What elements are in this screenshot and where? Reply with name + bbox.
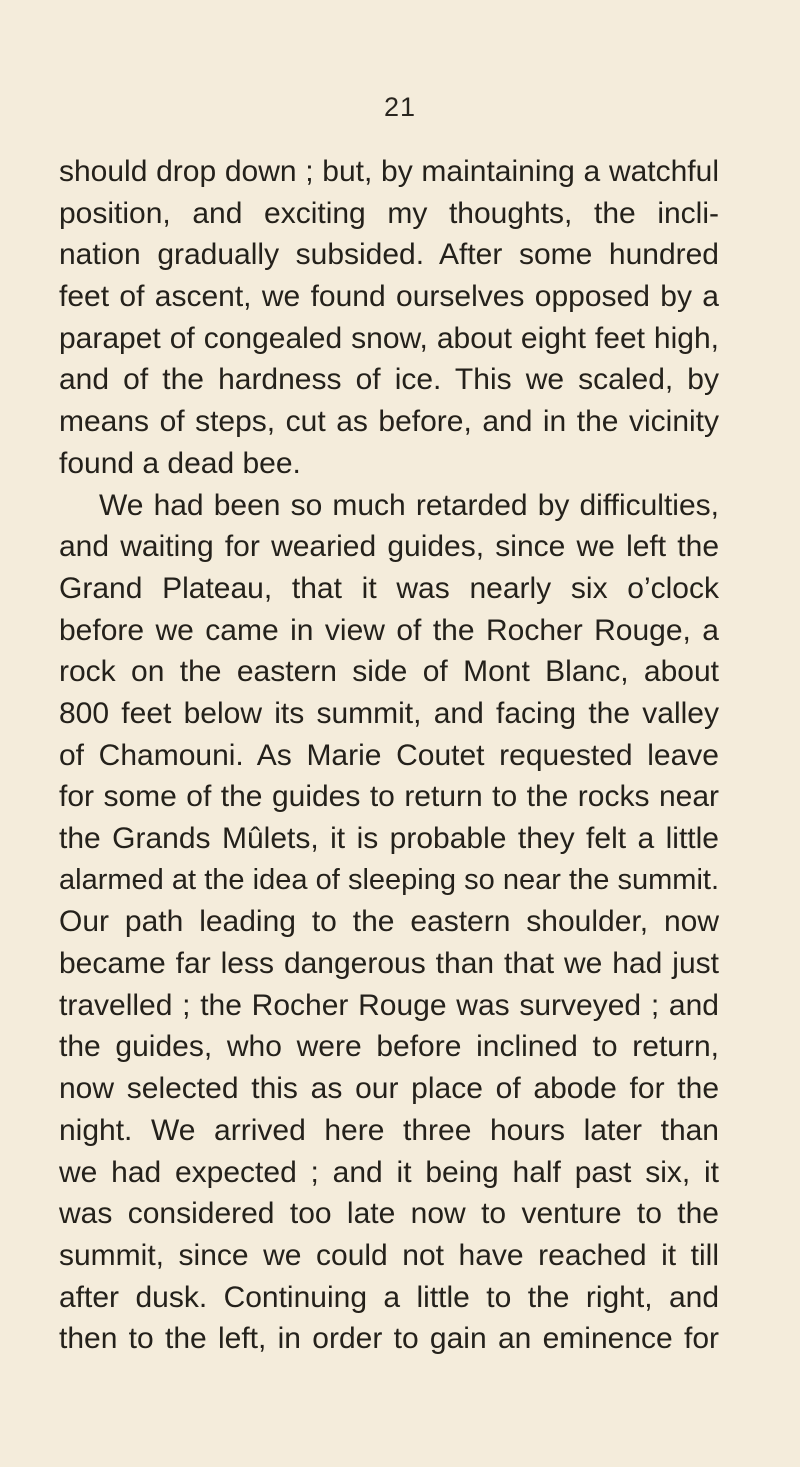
text-line: became far less dangerous than that we had just	[59, 947, 719, 981]
text-line: and of the hardness of ice. This we scaled, by	[59, 363, 719, 397]
text-line: we had expected ; and it being half past six, it	[59, 1155, 719, 1189]
text-line: We had been so much retarded by difficulties,	[99, 488, 719, 522]
text-line: rock on the eastern side of Mont Blanc, about	[59, 655, 719, 689]
text-line: should drop down ; but, by maintaining a watchful	[59, 155, 719, 188]
text-line: night. We arrived here three hours later than	[59, 1113, 719, 1147]
text-line: Grand Plateau, that it was nearly six o’clock	[59, 571, 719, 605]
text-line: nation gradually subsided. After some hundred	[59, 238, 719, 272]
text-line: travelled ; the Rocher Rouge was surveyed ; and	[59, 988, 719, 1022]
paragraph-2	[59, 485, 719, 1360]
text-line: was considered too late now to venture to the	[59, 1197, 719, 1231]
text-line: means of steps, cut as before, and in the vicinity	[59, 405, 719, 439]
page-number: 21	[383, 92, 417, 122]
text-line: after dusk. Continuing a little to the right, and	[59, 1280, 719, 1314]
text-line: alarmed at the idea of sleeping so near the summit.	[59, 863, 719, 896]
text-line: the Grands Mûlets, it is probable they felt a little	[59, 822, 719, 855]
text-line: and waiting for wearied guides, since we left the	[59, 530, 719, 564]
text-line: Our path leading to the eastern shoulder, now	[59, 905, 719, 939]
paragraph-1	[59, 151, 719, 485]
text-line: 800 feet below its summit, and facing the valley	[59, 696, 719, 730]
text-line: feet of ascent, we found ourselves opposed by a	[59, 280, 719, 314]
text-line: position, and exciting my thoughts, the incli-	[59, 196, 719, 230]
text-line: the guides, who were before inclined to return,	[59, 1030, 719, 1064]
text-line: found a dead bee.	[59, 446, 301, 480]
body-text	[59, 151, 719, 1360]
text-line: for some of the guides to return to the rocks near	[59, 780, 719, 814]
text-line: before we came in view of the Rocher Rouge, a	[59, 613, 719, 647]
text-line: summit, since we could not have reached it till	[59, 1238, 719, 1272]
text-line: parapet of congealed snow, about eight feet high,	[59, 321, 719, 355]
text-line: then to the left, in order to gain an eminence for	[59, 1322, 719, 1356]
text-line: now selected this as our place of abode for the	[59, 1072, 719, 1106]
text-line: of Chamouni. As Marie Coutet requested leave	[59, 738, 719, 772]
